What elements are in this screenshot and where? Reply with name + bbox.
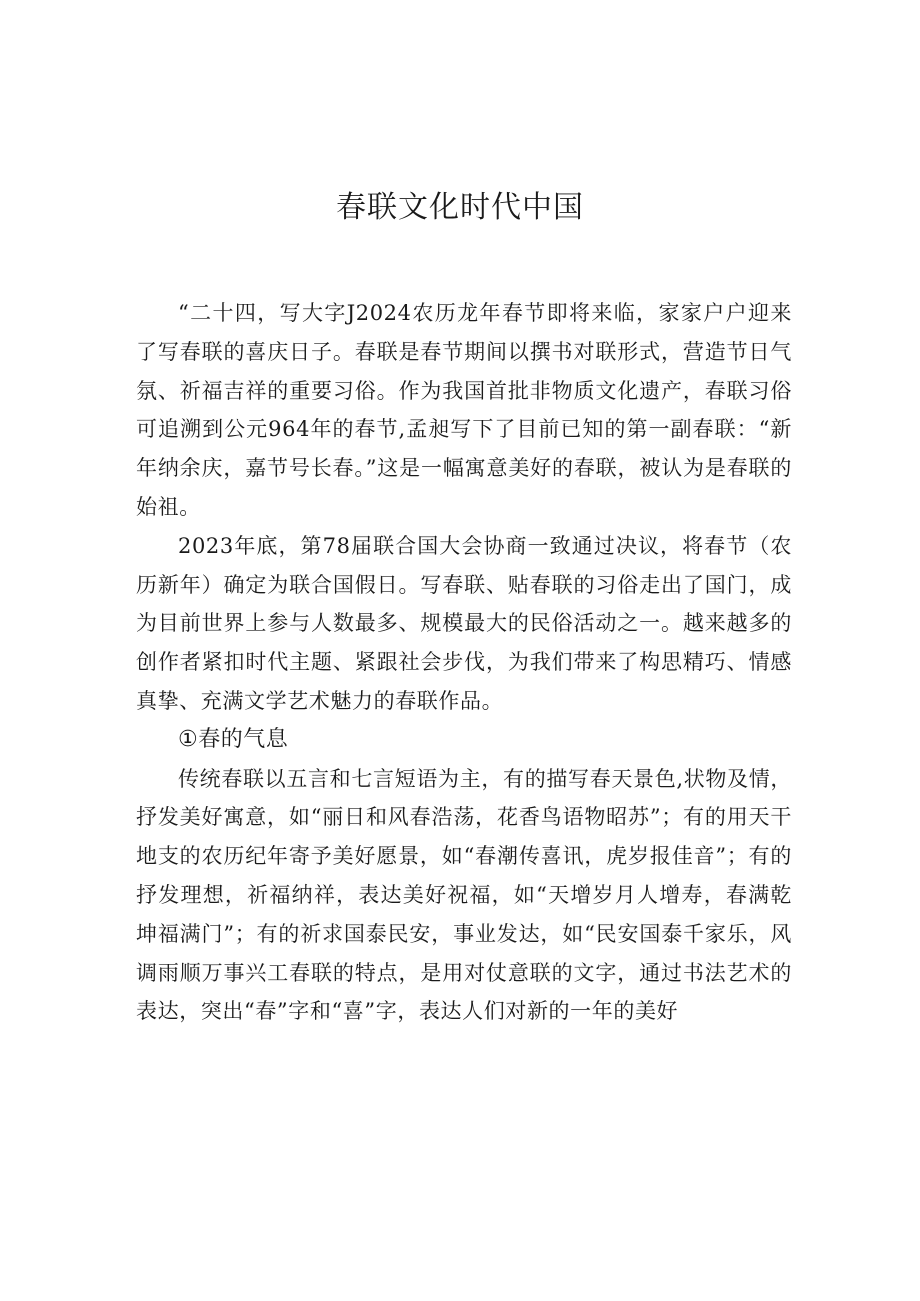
paragraph-intro: “二十四，写大字J2024农历龙年春节即将来临，家家户户迎来了写春联的喜庆日子。春联是春节期间以撰书对联形式，营造节日气氛、祈福吉祥的重要习俗。作为我国首批非物质文化遗产，春联习俗可追溯到公元964年的春节,孟昶写下了目前已知的第一副春联：“新年纳余庆，嘉节号长春。”这是一幅寓意美好的春联，被认为是春联的始祖。: [136, 301, 792, 519]
paragraph-un-holiday: 2023年底，第78届联合国大会协商一致通过决议，将春节（农历新年）确定为联合国假日。写春联、贴春联的习俗走出了国门，成为目前世界上参与人数最多、规模最大的民俗活动之一。越来越多的创作者紧扣时代主题、紧跟社会步伐，为我们带来了构思精巧、情感真挚、充满文学艺术魅力的春联作品。: [136, 533, 792, 713]
paragraph-spring-couplets: 传统春联以五言和七言短语为主，有的描写春天景色,状物及情，抒发美好寓意，如“丽日和风春浩荡，花香鸟语物昭苏”；有的用天干地支的农历纪年寄予美好愿景，如“春潮传喜讯，虎岁报佳音”；有的抒发理想，祈福纳祥，表达美好祝福，如“天增岁月人增寿，春满乾坤福满门”；有的祈求国泰民安，事业发达，如“民安国泰千家乐，风调雨顺万事兴工春联的特点，是用对仗意联的文字，通过书法艺术的表达，突出“春”字和“喜”字，表达人们对新的一年的美好: [136, 766, 792, 1024]
document-title: 春联文化时代中国: [336, 190, 584, 225]
document-body: [136, 294, 792, 1031]
section-heading: ①春的气息: [178, 726, 289, 752]
